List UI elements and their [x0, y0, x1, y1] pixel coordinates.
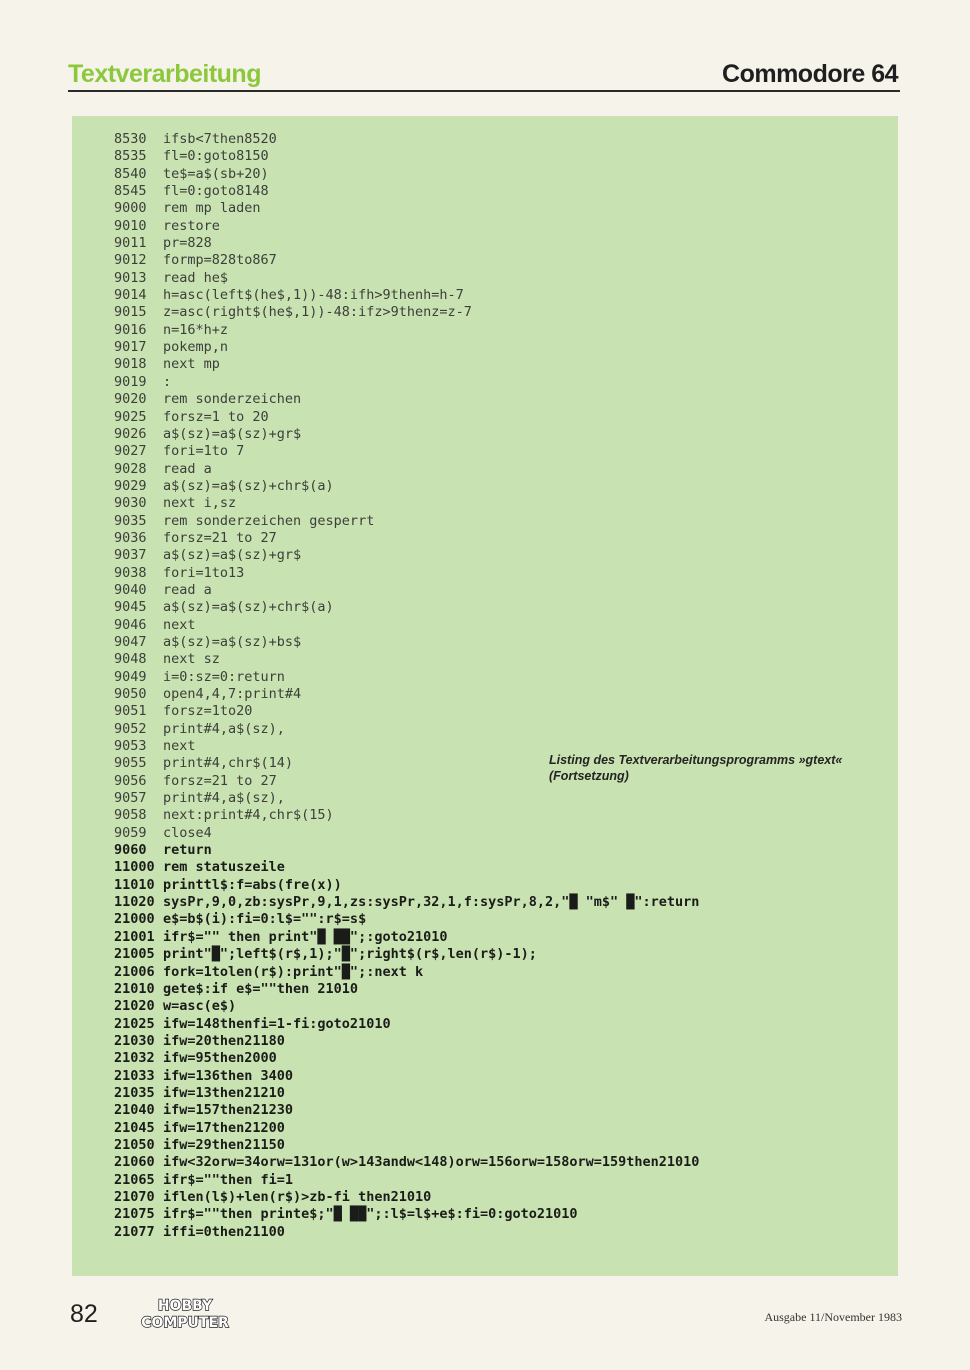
- line-number: 9025: [114, 408, 147, 425]
- line-number: 9029: [114, 477, 147, 494]
- line-number: 9028: [114, 460, 147, 477]
- line-number: 11000: [114, 859, 155, 876]
- line-number: 9026: [114, 425, 147, 442]
- line-number: 21050: [114, 1136, 155, 1153]
- line-number: 9059: [114, 824, 147, 841]
- code-line: [114, 218, 699, 235]
- code-line: [114, 703, 699, 720]
- line-number: 21032: [114, 1050, 155, 1067]
- page-footer: [68, 1300, 902, 1330]
- code-line: [114, 651, 699, 668]
- line-code: printtl$:f=abs(fre(x)): [163, 876, 342, 893]
- line-code: ifw=95then2000: [163, 1050, 277, 1067]
- code-line: [114, 409, 699, 426]
- line-number: 9018: [114, 356, 147, 373]
- line-code: read a: [163, 460, 212, 477]
- code-line: [114, 374, 699, 391]
- line-number: 21077: [114, 1223, 155, 1240]
- line-code: a$(sz)=a$(sz)+chr$(a): [163, 599, 334, 616]
- line-code: pokemp,n: [163, 339, 229, 356]
- line-code: pr=828: [163, 235, 212, 252]
- code-listing: [114, 131, 699, 1241]
- line-number: 21025: [114, 1015, 155, 1032]
- code-line: [114, 669, 699, 686]
- code-line: [114, 565, 699, 582]
- line-code: rem statuszeile: [163, 859, 285, 876]
- line-number: 9055: [114, 755, 147, 772]
- line-code: gete$:if e$=""then 21010: [163, 980, 359, 997]
- line-number: 21033: [114, 1067, 155, 1084]
- line-number: 9014: [114, 287, 147, 304]
- code-line: [114, 391, 699, 408]
- line-code: close4: [163, 824, 212, 841]
- code-line: [114, 981, 699, 998]
- code-line: [114, 582, 699, 599]
- line-code: next sz: [163, 651, 220, 668]
- code-line: [114, 1033, 699, 1050]
- line-number: 21006: [114, 963, 155, 980]
- line-code: fori=1to 7: [163, 443, 245, 460]
- line-code: forsz=1 to 20: [163, 408, 269, 425]
- line-code: z=asc(right$(he$,1))-48:ifz>9thenz=z-7: [163, 304, 472, 321]
- code-line: [114, 790, 699, 807]
- line-number: 9017: [114, 339, 147, 356]
- line-number: 9000: [114, 200, 147, 217]
- line-code: fori=1to13: [163, 564, 245, 581]
- line-code: ifw=20then21180: [163, 1032, 285, 1049]
- line-number: 21070: [114, 1188, 155, 1205]
- line-number: 21030: [114, 1032, 155, 1049]
- line-number: 9035: [114, 512, 147, 529]
- line-number: 11010: [114, 876, 155, 893]
- code-line: [114, 946, 699, 963]
- line-code: forsz=21 to 27: [163, 772, 277, 789]
- line-code: w=asc(e$): [163, 998, 237, 1015]
- code-line: [114, 443, 699, 460]
- code-line: [114, 1068, 699, 1085]
- line-number: 9016: [114, 321, 147, 338]
- line-number: 8530: [114, 131, 147, 147]
- line-number: 9011: [114, 235, 147, 252]
- code-line: [114, 478, 699, 495]
- line-number: 9030: [114, 495, 147, 512]
- line-number: 9020: [114, 391, 147, 408]
- line-number: 21040: [114, 1102, 155, 1119]
- header-divider: [68, 90, 900, 92]
- line-number: 9050: [114, 686, 147, 702]
- line-number: 9058: [114, 807, 147, 824]
- line-number: 21020: [114, 998, 155, 1015]
- code-line: [114, 1189, 699, 1206]
- line-code: ifw=13then21210: [163, 1084, 285, 1101]
- section-title: Textverarbeitung: [68, 60, 261, 88]
- line-code: forsz=1to20: [163, 703, 253, 720]
- code-line: [114, 166, 699, 183]
- line-code: next: [163, 616, 196, 633]
- line-code: iffi=0then21100: [163, 1223, 285, 1240]
- code-line: [114, 634, 699, 651]
- line-number: 21060: [114, 1154, 155, 1171]
- line-code: formp=828to867: [163, 252, 277, 269]
- magazine-title: Commodore 64: [722, 60, 898, 88]
- line-number: 8535: [114, 148, 147, 165]
- page-header: [68, 56, 898, 92]
- code-line: [114, 252, 699, 269]
- line-number: 9040: [114, 581, 147, 598]
- line-number: 21010: [114, 980, 155, 997]
- code-line: [114, 530, 699, 547]
- line-number: 8545: [114, 183, 147, 200]
- line-code: iflen(l$)+len(r$)>zb-fi then21010: [163, 1188, 432, 1205]
- code-line: [114, 1154, 699, 1171]
- line-number: 9048: [114, 651, 147, 668]
- code-line: [114, 461, 699, 478]
- line-code: rem sonderzeichen: [163, 391, 302, 408]
- line-code: ifw=136then 3400: [163, 1067, 294, 1084]
- code-line: [114, 998, 699, 1015]
- code-line: [114, 1085, 699, 1102]
- code-line: [114, 235, 699, 252]
- line-code: a$(sz)=a$(sz)+gr$: [163, 547, 302, 564]
- line-code: print#4,chr$(14): [163, 755, 294, 772]
- code-line: [114, 1016, 699, 1033]
- line-code: a$(sz)=a$(sz)+gr$: [163, 425, 302, 442]
- line-code: :: [163, 373, 172, 390]
- line-number: 9045: [114, 599, 147, 616]
- code-line: [114, 183, 699, 200]
- line-code: restore: [163, 217, 220, 234]
- line-code: a$(sz)=a$(sz)+bs$: [163, 633, 302, 650]
- line-number: 9047: [114, 633, 147, 650]
- issue-info: Ausgabe 11/November 1983: [764, 1310, 902, 1324]
- code-line: [114, 617, 699, 634]
- line-number: 9037: [114, 547, 147, 564]
- code-line: [114, 686, 699, 703]
- code-line: [114, 877, 699, 894]
- line-code: return: [163, 842, 212, 859]
- line-number: 21005: [114, 946, 155, 963]
- code-line: [114, 964, 699, 981]
- line-code: forsz=21 to 27: [163, 529, 277, 546]
- line-number: 9012: [114, 252, 147, 269]
- logo-text-top: HOBBY: [157, 1298, 213, 1314]
- line-code: ifw=29then21150: [163, 1136, 285, 1153]
- line-code: sysPr,9,0,zb:sysPr,9,1,zs:sysPr,32,1,f:sysPr,8,2,"█ "m$" █":return: [163, 894, 700, 911]
- code-line: [114, 339, 699, 356]
- line-code: next i,sz: [163, 495, 237, 512]
- line-code: fl=0:goto8148: [163, 183, 269, 200]
- code-line: [114, 495, 699, 512]
- line-code: i=0:sz=0:return: [163, 668, 285, 685]
- line-code: read a: [163, 581, 212, 598]
- caption-line-1: Listing des Textverarbeitungsprogramms »gtext«: [549, 753, 843, 767]
- code-line: [114, 426, 699, 443]
- line-code: n=16*h+z: [163, 321, 229, 338]
- listing-caption: [549, 752, 889, 784]
- line-code: ifw=148thenfi=1-fi:goto21010: [163, 1015, 391, 1032]
- code-line: [114, 911, 699, 928]
- line-number: 9049: [114, 668, 147, 685]
- code-line: [114, 547, 699, 564]
- line-number: 9036: [114, 529, 147, 546]
- code-line: [114, 131, 699, 148]
- line-number: 9038: [114, 564, 147, 581]
- line-code: h=asc(left$(he$,1))-48:ifh>9thenh=h-7: [163, 287, 464, 304]
- line-code: print"█";left$(r$,1);"█";right$(r$,len(r$)-1);: [163, 946, 537, 963]
- line-code: rem sonderzeichen gesperrt: [163, 512, 375, 529]
- line-number: 9019: [114, 373, 147, 390]
- line-number: 9051: [114, 703, 147, 720]
- code-line: [114, 807, 699, 824]
- line-number: 9013: [114, 269, 147, 286]
- code-line: [114, 356, 699, 373]
- line-code: next:print#4,chr$(15): [163, 807, 334, 824]
- hobby-computer-logo: [114, 1296, 256, 1330]
- code-line: [114, 287, 699, 304]
- line-code: e$=b$(i):fi=0:l$="":r$=s$: [163, 911, 367, 928]
- line-code: ifw=17then21200: [163, 1119, 285, 1136]
- line-code: a$(sz)=a$(sz)+chr$(a): [163, 477, 334, 494]
- line-number: 21000: [114, 911, 155, 928]
- line-code: ifw=157then21230: [163, 1102, 294, 1119]
- code-line: [114, 148, 699, 165]
- line-code: ifw<32orw=34orw=131or(w>143andw<148)orw=156orw=158orw=159then21010: [163, 1154, 700, 1171]
- line-number: 9046: [114, 616, 147, 633]
- line-code: print#4,a$(sz),: [163, 720, 285, 737]
- logo-text-bottom: COMPUTER: [141, 1315, 229, 1330]
- line-code: ifr$="" then print"█ ██";:goto21010: [163, 928, 448, 945]
- line-number: 9056: [114, 772, 147, 789]
- code-line: [114, 322, 699, 339]
- line-number: 9027: [114, 443, 147, 460]
- line-number: 9053: [114, 738, 147, 755]
- line-code: fl=0:goto8150: [163, 148, 269, 165]
- line-number: 9052: [114, 720, 147, 737]
- caption-line-2: (Fortsetzung): [549, 769, 629, 783]
- code-line: [114, 200, 699, 217]
- code-line: [114, 270, 699, 287]
- line-code: print#4,a$(sz),: [163, 790, 285, 807]
- code-line: [114, 1137, 699, 1154]
- code-line: [114, 599, 699, 616]
- code-line: [114, 513, 699, 530]
- line-code: rem mp laden: [163, 200, 261, 217]
- code-line: [114, 1206, 699, 1223]
- code-line: [114, 1050, 699, 1067]
- code-line: [114, 859, 699, 876]
- code-line: [114, 842, 699, 859]
- line-number: 9010: [114, 217, 147, 234]
- line-number: 9060: [114, 842, 147, 859]
- line-number: 21045: [114, 1119, 155, 1136]
- code-line: [114, 894, 699, 911]
- line-code: ifr$=""then printe$;"█ ██";:l$=l$+e$:fi=0:goto21010: [163, 1206, 578, 1223]
- line-number: 11020: [114, 894, 155, 911]
- code-line: [114, 825, 699, 842]
- line-code: next mp: [163, 356, 220, 373]
- line-number: 21035: [114, 1084, 155, 1101]
- code-line: [114, 1172, 699, 1189]
- line-code: ifr$=""then fi=1: [163, 1171, 294, 1188]
- line-code: te$=a$(sb+20): [163, 165, 269, 182]
- line-number: 9015: [114, 304, 147, 321]
- code-line: [114, 721, 699, 738]
- line-code: next: [163, 738, 196, 755]
- line-code: open4,4,7:print#4: [163, 686, 302, 702]
- line-number: 21075: [114, 1206, 155, 1223]
- line-number: 21001: [114, 928, 155, 945]
- code-line: [114, 1102, 699, 1119]
- code-line: [114, 1224, 699, 1241]
- code-line: [114, 929, 699, 946]
- line-number: 9057: [114, 790, 147, 807]
- line-number: 21065: [114, 1171, 155, 1188]
- page-number: 82: [70, 1300, 98, 1328]
- line-number: 8540: [114, 165, 147, 182]
- code-line: [114, 1120, 699, 1137]
- line-code: ifsb<7then8520: [163, 131, 277, 147]
- code-line: [114, 304, 699, 321]
- line-code: fork=1tolen(r$):print"█";:next k: [163, 963, 424, 980]
- line-code: read he$: [163, 269, 229, 286]
